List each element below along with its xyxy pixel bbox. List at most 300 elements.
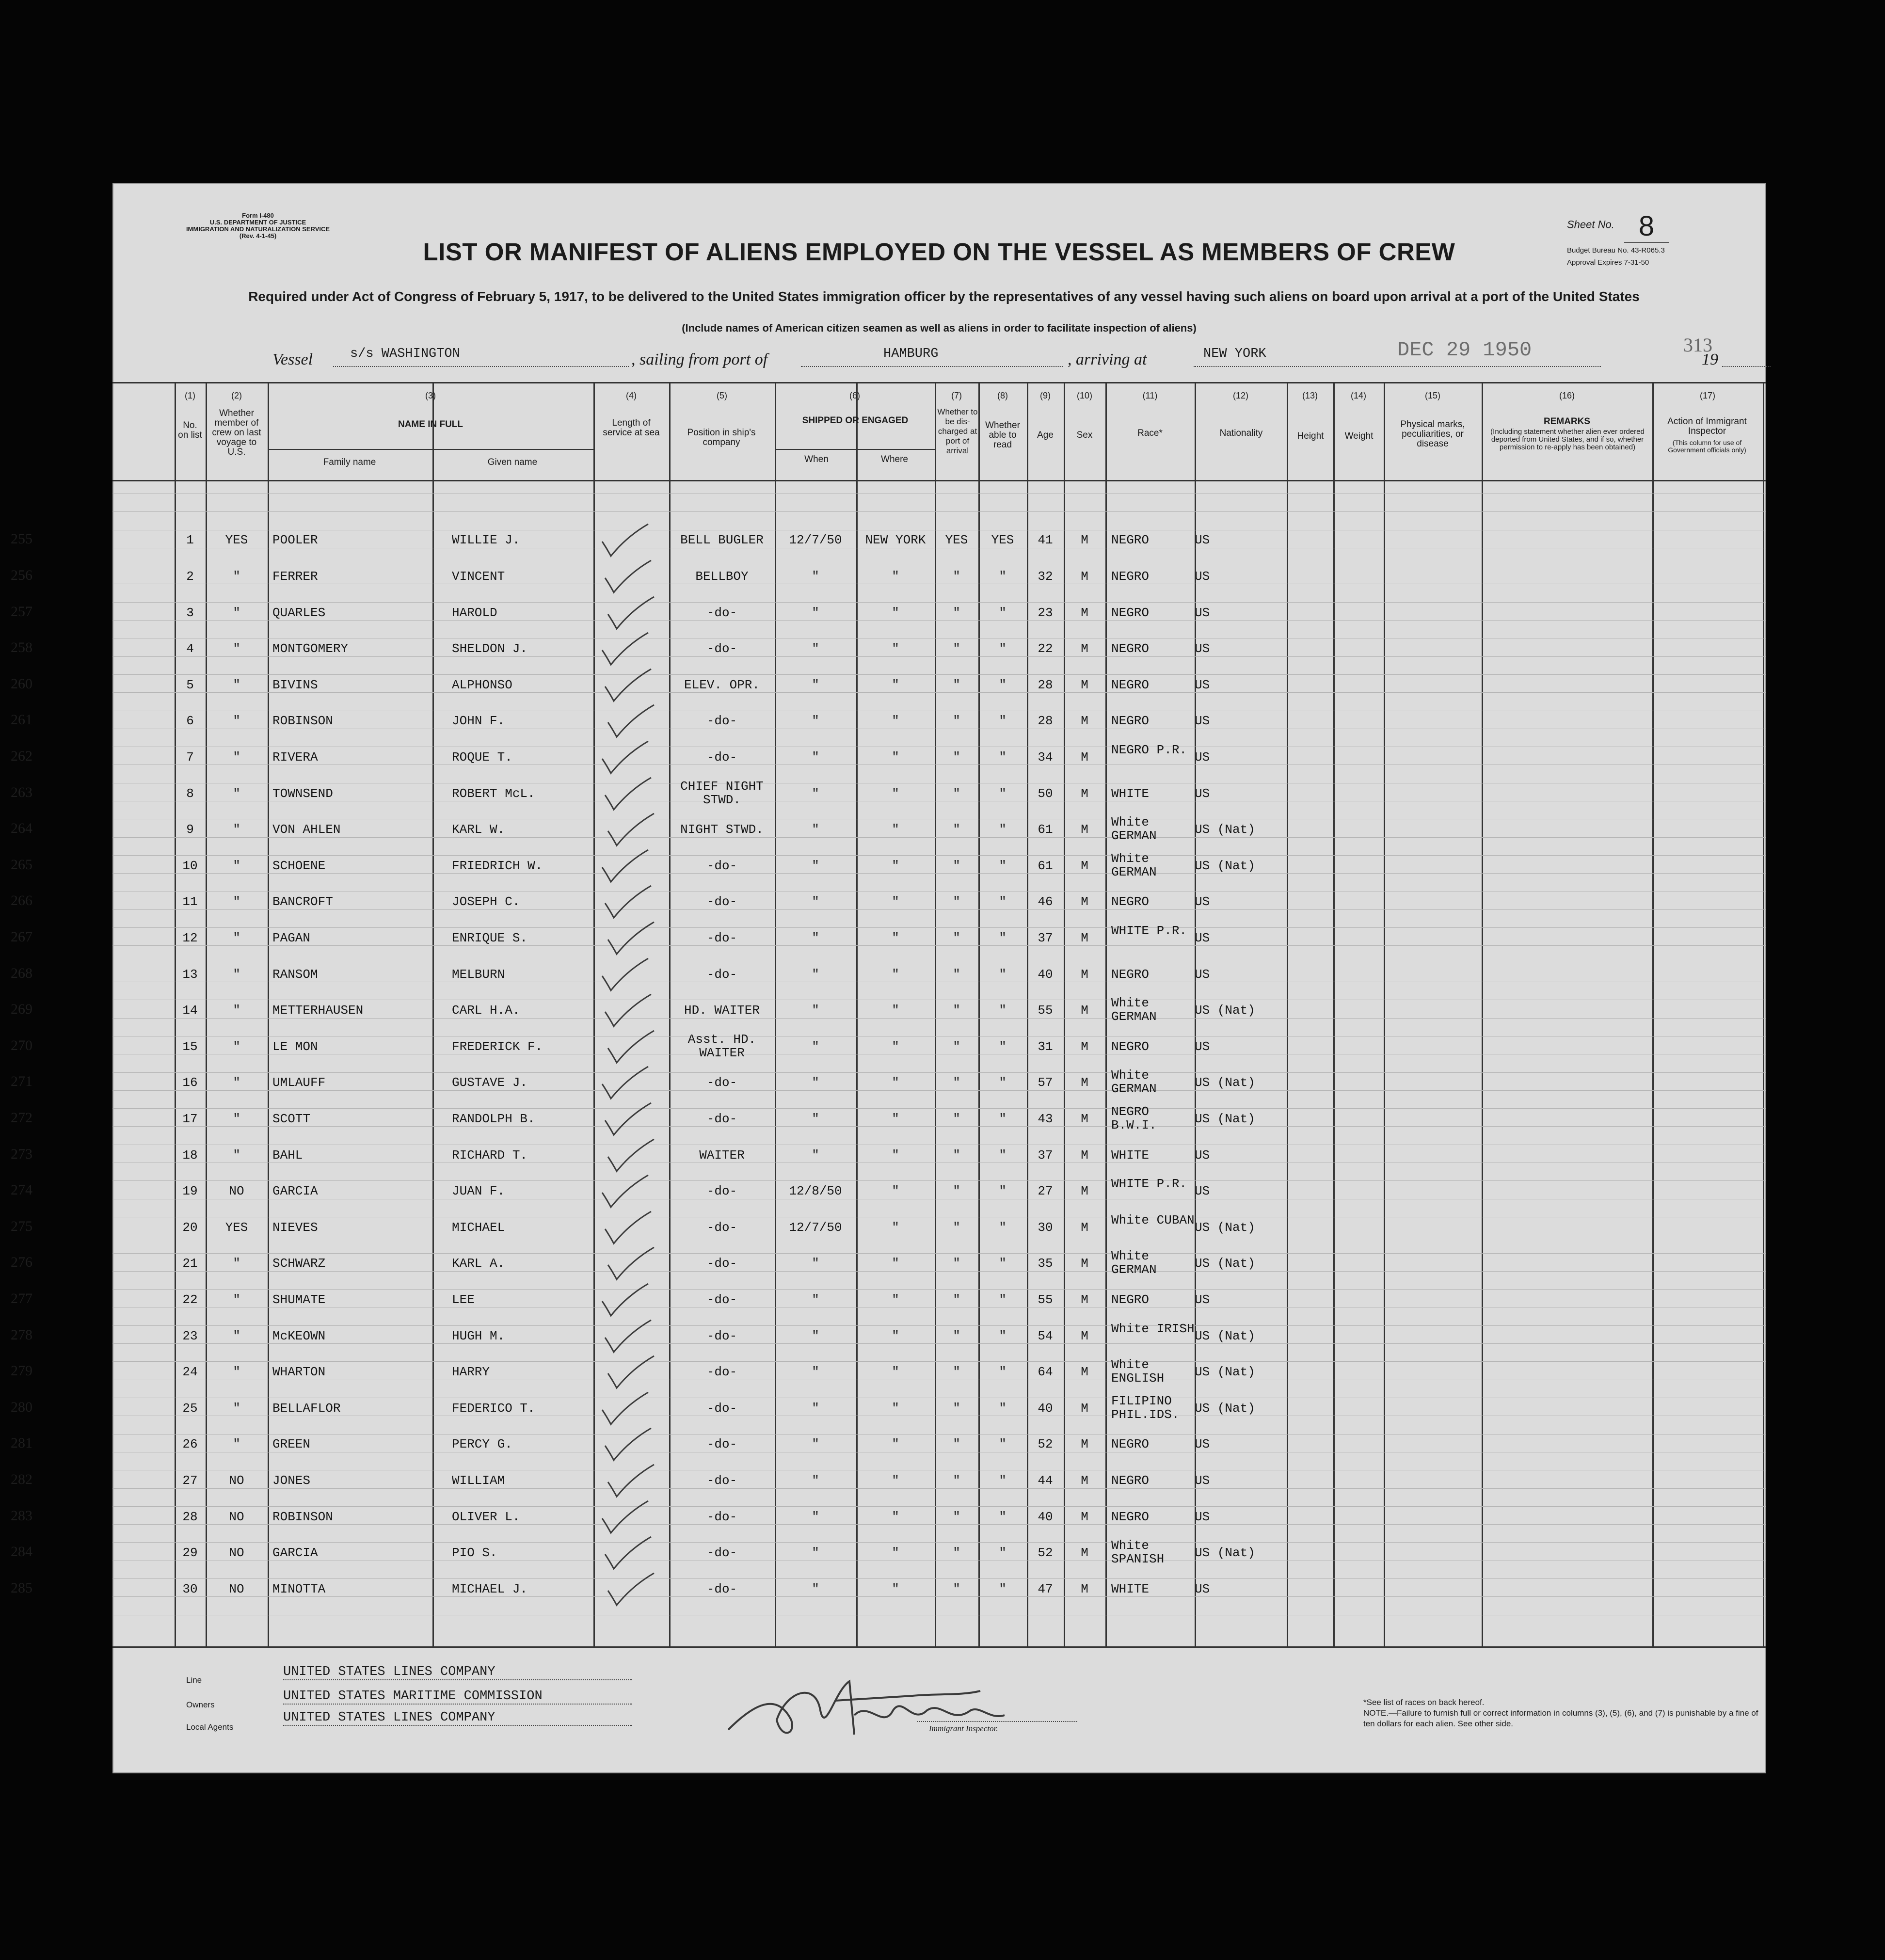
cell-no: 6 [186,714,194,729]
cell-when: " [812,1365,819,1380]
cell-no: 5 [186,677,194,692]
cell-given: MICHAEL [452,1220,505,1235]
cell-family: UMLAUFF [272,1075,326,1090]
col-header-length: Length of service at sea [603,418,660,438]
cell-position: BELL BUGLER [680,533,764,548]
cell-sex: M [1081,1147,1088,1163]
cell-when: " [812,1401,819,1416]
cell-read: " [999,1075,1006,1090]
cell-position: -do- [706,1509,737,1524]
col-number-label: (4) [626,391,637,400]
cell-no: 25 [182,1401,198,1416]
check-mark-icon [597,1499,655,1538]
cell-position: -do- [706,1437,737,1452]
col-number-label: (15) [1424,391,1440,400]
cell-family: MINOTTA [272,1581,326,1596]
cell-race: NEGRO [1111,894,1150,909]
cell-given: KARL A. [452,1256,505,1271]
cell-crew: " [233,1003,240,1018]
agents-label: Local Agents [186,1722,234,1732]
col-number-label: (7) [951,391,962,400]
col-header-given: Given name [487,457,538,467]
cell-discharge: " [953,1003,960,1018]
cell-crew: NO [229,1581,244,1596]
cell-nat: US [1195,1147,1210,1163]
cell-when: " [812,1256,819,1271]
cell-age: 40 [1038,1509,1053,1524]
cell-when: " [812,1437,819,1452]
cell-discharge: " [953,1509,960,1524]
cell-nat: US (Nat) [1195,1401,1255,1416]
cell-discharge: " [953,1473,960,1488]
cell-no: 20 [182,1220,198,1235]
col-number-label: (8) [997,391,1008,400]
cell-discharge: " [953,930,960,945]
cell-crew: " [233,677,240,692]
line-number: 264 [11,820,32,837]
col-header-no: No. on list [178,420,202,440]
cell-where: " [892,930,899,945]
cell-position: ELEV. OPR. [684,677,760,692]
inspector-label: Immigrant Inspector. [929,1724,998,1733]
cell-crew: " [233,1365,240,1380]
cell-when: " [812,967,819,982]
col-header-sex: Sex [1076,430,1093,440]
col-number-label: (1) [185,391,195,400]
cell-family: VON AHLEN [272,822,341,837]
cell-when: " [812,1292,819,1307]
cell-race: NEGRO [1111,1473,1150,1488]
cell-family: SCHWARZ [272,1256,326,1271]
cell-sex: M [1081,1039,1088,1054]
cell-crew: NO [229,1473,244,1488]
cell-crew: " [233,641,240,656]
cell-race: NEGRO [1111,967,1150,982]
cell-given: HAROLD [452,605,497,620]
cell-no: 27 [182,1473,198,1488]
cell-no: 3 [186,605,194,620]
cell-sex: M [1081,749,1088,765]
cell-given: GUSTAVE J. [452,1075,528,1090]
cell-when: " [812,1111,819,1126]
cell-discharge: " [953,786,960,801]
line-number: 279 [11,1363,32,1379]
cell-race: WHITE P.R. [1111,923,1187,938]
cell-read: " [999,930,1006,945]
line-number: 283 [11,1507,32,1524]
cell-position: -do- [706,641,737,656]
cell-where: " [892,786,899,801]
cell-sex: M [1081,677,1088,692]
cell-position: -do- [706,605,737,620]
cell-where: " [892,714,899,729]
cell-race: White GERMAN [1111,1068,1157,1097]
cell-position: -do- [706,1111,737,1126]
sailing-label: , sailing from port of [631,351,768,368]
cell-where: " [892,1473,899,1488]
cell-no: 1 [186,533,194,548]
line-number: 272 [11,1109,32,1126]
cell-when: " [812,641,819,656]
cell-when: 12/8/50 [789,1184,842,1199]
cell-nat: US [1195,1581,1210,1596]
cell-age: 28 [1038,714,1053,729]
cell-sex: M [1081,1328,1088,1343]
line-number: 260 [11,675,32,692]
cell-discharge: " [953,1328,960,1343]
cell-nat: US (Nat) [1195,822,1255,837]
cell-sex: M [1081,930,1088,945]
col-header-nationality: Nationality [1219,428,1263,438]
check-mark-icon [597,956,655,995]
cell-family: POOLER [272,533,318,548]
cell-nat: US (Nat) [1195,1546,1255,1561]
service: IMMIGRATION AND NATURALIZATION SERVICE [186,225,330,233]
cell-nat: US [1195,1509,1210,1524]
cell-race: White ENGLISH [1111,1357,1165,1386]
cell-nat: US [1195,1437,1210,1452]
cell-no: 23 [182,1328,198,1343]
cell-nat: US (Nat) [1195,1365,1255,1380]
cell-no: 9 [186,822,194,837]
cell-crew: " [233,1111,240,1126]
col-header-when: When [804,454,829,464]
cell-discharge: " [953,1365,960,1380]
line-label: Line [186,1675,202,1685]
cell-family: PAGAN [272,930,311,945]
cell-crew: YES [225,1220,248,1235]
cell-age: 55 [1038,1292,1053,1307]
cell-when: " [812,1473,819,1488]
line-number: 274 [11,1182,32,1198]
check-mark-icon [600,1535,658,1574]
cell-family: GREEN [272,1437,311,1452]
cell-when: " [812,1147,819,1163]
line-number: 277 [11,1290,32,1307]
cell-where: " [892,1039,899,1054]
cell-where: NEW YORK [865,533,926,548]
col-header-physical: Physical marks, peculiarities, or disease [1400,419,1465,449]
line-number: 261 [11,712,32,728]
col-header-weight: Weight [1344,431,1374,441]
cell-discharge: " [953,1546,960,1561]
line-number: 285 [11,1579,32,1596]
col-number-label: (13) [1302,391,1318,400]
cell-read: " [999,822,1006,837]
cell-no: 12 [182,930,198,945]
cell-read: " [999,1509,1006,1524]
cell-crew: " [233,605,240,620]
cell-where: " [892,967,899,982]
cell-discharge: " [953,858,960,873]
cell-position: HD. WAITER [684,1003,760,1018]
cell-given: MELBURN [452,967,505,982]
cell-read: " [999,1256,1006,1271]
cell-read: " [999,1220,1006,1235]
cell-family: ROBINSON [272,714,333,729]
cell-when: " [812,714,819,729]
cell-when: " [812,749,819,765]
cell-sex: M [1081,714,1088,729]
cell-age: 27 [1038,1184,1053,1199]
cell-family: JONES [272,1473,311,1488]
cell-nat: US [1195,749,1210,765]
cell-where: " [892,1220,899,1235]
cell-crew: " [233,894,240,909]
line-number: 262 [11,748,32,764]
line-number: 273 [11,1146,32,1162]
check-mark-icon [600,1318,658,1357]
cell-sex: M [1081,1509,1088,1524]
cell-sex: M [1081,1401,1088,1416]
cell-read: " [999,967,1006,982]
cell-read: " [999,1003,1006,1018]
check-mark-icon [603,1463,661,1501]
cell-no: 26 [182,1437,198,1452]
cell-given: WILLIE J. [452,533,520,548]
cell-sex: M [1081,1473,1088,1488]
cell-age: 23 [1038,605,1053,620]
cell-family: SCHOENE [272,858,326,873]
cell-race: WHITE P.R. [1111,1177,1187,1192]
cell-position: -do- [706,714,737,729]
cell-age: 55 [1038,1003,1053,1018]
cell-family: WHARTON [272,1365,326,1380]
cell-crew: " [233,1437,240,1452]
cell-nat: US [1195,641,1210,656]
cell-sex: M [1081,1292,1088,1307]
cell-given: ROQUE T. [452,749,512,765]
line-number: 276 [11,1254,32,1271]
cell-given: LEE [452,1292,475,1307]
line-number: 282 [11,1471,32,1487]
col-header-family: Family name [323,457,376,467]
cell-position: -do- [706,1292,737,1307]
owners-label: Owners [186,1700,215,1709]
cell-age: 37 [1038,1147,1053,1163]
cell-when: " [812,930,819,945]
cell-sex: M [1081,1437,1088,1452]
cell-age: 43 [1038,1111,1053,1126]
cell-given: VINCENT [452,569,505,584]
col-header-action: Action of Immigrant Inspector [1667,416,1747,436]
cell-family: GARCIA [272,1546,318,1561]
check-mark-icon [597,1173,655,1212]
cell-sex: M [1081,858,1088,873]
cell-crew: " [233,1256,240,1271]
check-mark-icon [600,558,658,597]
line-number: 265 [11,856,32,873]
cell-where: " [892,1581,899,1596]
cell-when: " [812,1039,819,1054]
cell-sex: M [1081,1256,1088,1271]
col-header-height: Height [1297,431,1324,441]
agents-company: UNITED STATES LINES COMPANY [283,1710,632,1726]
col-header-shipped: SHIPPED OR ENGAGED [802,415,909,426]
cell-race: FILIPINO PHIL.IDS. [1111,1393,1180,1422]
cell-crew: NO [229,1546,244,1561]
cell-where: " [892,1292,899,1307]
cell-age: 47 [1038,1581,1053,1596]
cell-read: " [999,1581,1006,1596]
line-number: 266 [11,892,32,909]
cell-no: 18 [182,1147,198,1163]
cell-when: " [812,1003,819,1018]
cell-family: BELLAFLOR [272,1401,341,1416]
cell-sex: M [1081,822,1088,837]
penalty-note: NOTE.—Failure to furnish full or correct information in columns (3), (5), (6), and (7) is punishable by a fine of ten dollars for each alien. See other side. [1363,1708,1758,1728]
cell-given: HUGH M. [452,1328,505,1343]
cell-discharge: " [953,1220,960,1235]
cell-read: " [999,749,1006,765]
cell-nat: US [1195,1039,1210,1054]
cell-given: JOSEPH C. [452,894,520,909]
cell-nat: US [1195,569,1210,584]
cell-race: White GERMAN [1111,851,1157,879]
cell-read: " [999,1437,1006,1452]
cell-when: " [812,1546,819,1561]
col-header-name: NAME IN FULL [398,419,463,430]
cell-given: KARL W. [452,822,505,837]
cell-read: " [999,894,1006,909]
cell-given: MICHAEL J. [452,1581,528,1596]
cell-given: ENRIQUE S. [452,930,528,945]
cell-given: RANDOLPH B. [452,1111,535,1126]
cell-race: NEGRO [1111,1509,1150,1524]
cell-where: " [892,894,899,909]
cell-where: " [892,1546,899,1561]
cell-crew: " [233,822,240,837]
cell-discharge: " [953,714,960,729]
cell-no: 17 [182,1111,198,1126]
cell-given: JOHN F. [452,714,505,729]
inspector-signature [709,1662,1077,1749]
check-mark-icon [603,595,661,634]
cell-where: " [892,1328,899,1343]
col-number-label: (2) [231,391,242,400]
cell-crew: " [233,1075,240,1090]
col-header-read: Whether able to read [985,420,1020,450]
cell-where: " [892,1401,899,1416]
page-subtitle: Required under Act of Congress of February 5, 1917, to be delivered to the United States immigration officer by the representatives of any vessel having such aliens on board upon arrival at a port of the United States [248,289,1640,304]
cell-read: " [999,1147,1006,1163]
line-number: 258 [11,639,32,656]
line-number: 275 [11,1218,32,1234]
cell-when: " [812,677,819,692]
cell-position: -do- [706,894,737,909]
cell-nat: US [1195,786,1210,801]
cell-when: " [812,605,819,620]
cell-no: 19 [182,1184,198,1199]
col-number-label: (17) [1699,391,1715,400]
col-number-label: (6) [849,391,860,400]
line-number: 256 [11,567,32,583]
cell-age: 54 [1038,1328,1053,1343]
cell-discharge: " [953,1184,960,1199]
line-number: 281 [11,1435,32,1451]
cell-nat: US [1195,1292,1210,1307]
cell-sex: M [1081,569,1088,584]
col-number-label: (10) [1076,391,1092,400]
line-number: 280 [11,1399,32,1415]
cell-nat: US [1195,930,1210,945]
cell-no: 8 [186,786,194,801]
cell-family: RIVERA [272,749,318,765]
line-number: 267 [11,928,32,945]
check-mark-icon [597,631,655,669]
cell-where: " [892,677,899,692]
cell-position: -do- [706,1401,737,1416]
cell-nat: US (Nat) [1195,1328,1255,1343]
cell-when: " [812,1328,819,1343]
cell-discharge: " [953,1075,960,1090]
cell-when: " [812,822,819,837]
cell-age: 52 [1038,1437,1053,1452]
cell-age: 61 [1038,858,1053,873]
col-number-label: (12) [1232,391,1248,400]
cell-family: TOWNSEND [272,786,333,801]
col-number-label: (14) [1350,391,1366,400]
col-number-label: (11) [1142,391,1158,400]
cell-nat: US (Nat) [1195,1111,1255,1126]
cell-position: -do- [706,1581,737,1596]
cell-nat: US (Nat) [1195,1003,1255,1018]
cell-family: NIEVES [272,1220,318,1235]
cell-crew: " [233,1328,240,1343]
cell-discharge: " [953,967,960,982]
col-header-action-sub: (This column for use of Government officials only) [1668,439,1746,454]
cell-family: SCOTT [272,1111,311,1126]
cell-nat: US [1195,533,1210,548]
vessel-name: s/s WASHINGTON [350,347,460,361]
cell-family: GARCIA [272,1184,318,1199]
cell-crew: " [233,967,240,982]
check-mark-icon [600,1426,658,1465]
cell-position: BELLBOY [695,569,749,584]
cell-position: NIGHT STWD. [680,822,764,837]
cell-sex: M [1081,1365,1088,1380]
cell-no: 22 [182,1292,198,1307]
cell-family: RANSOM [272,967,318,982]
cell-sex: M [1081,641,1088,656]
arrival-date-stamp: DEC 29 1950 [1397,338,1532,362]
cell-given: WILLIAM [452,1473,505,1488]
cell-no: 29 [182,1546,198,1561]
cell-position: -do- [706,1220,737,1235]
cell-age: 61 [1038,822,1053,837]
cell-age: 31 [1038,1039,1053,1054]
cell-when: 12/7/50 [789,533,842,548]
cell-position: Asst. HD. WAITER [687,1032,756,1060]
cell-race: NEGRO [1111,677,1150,692]
cell-no: 24 [182,1365,198,1380]
cell-where: " [892,822,899,837]
cell-where: " [892,569,899,584]
check-mark-icon [600,776,658,814]
cell-given: ALPHONSO [452,677,512,692]
cell-no: 30 [182,1581,198,1596]
col-number-label: (16) [1559,391,1575,400]
budget-bureau: Budget Bureau No. 43-R065.3 [1567,246,1665,255]
cell-read: " [999,1365,1006,1380]
year-label: 19 [1702,351,1718,368]
cell-race: NEGRO P.R. [1111,742,1187,757]
check-mark-icon [603,1354,661,1393]
cell-age: 37 [1038,930,1053,945]
cell-race: NEGRO [1111,641,1150,656]
cell-position: -do- [706,930,737,945]
cell-discharge: YES [945,533,968,548]
